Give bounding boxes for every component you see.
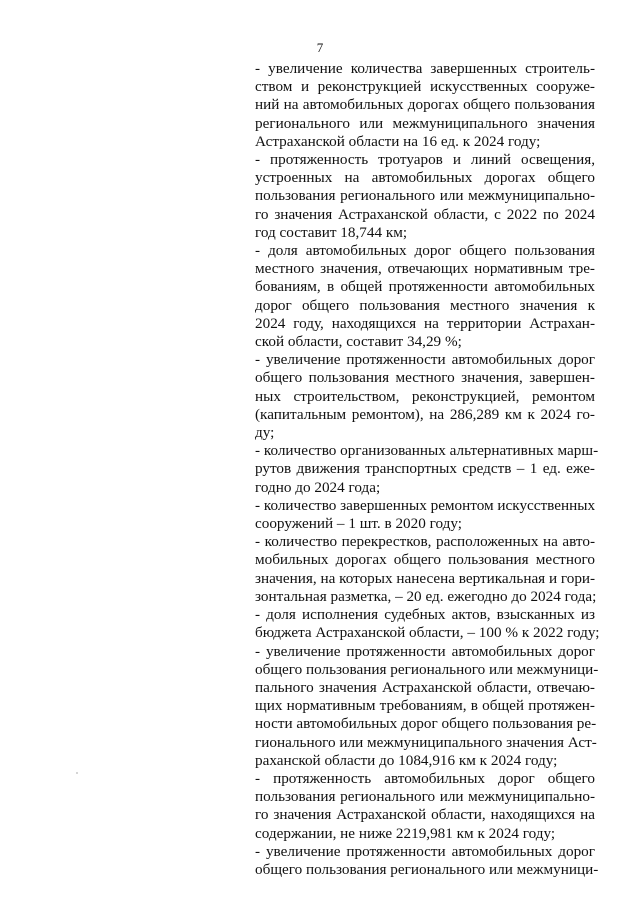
text-line: общего пользования местного значения, завершен- [255, 369, 595, 387]
text-line: го значения Астраханской области, находящихся на [255, 806, 595, 824]
text-line: - увеличение протяженности автомобильных дорог [255, 642, 595, 660]
text-line: зонтальная разметка, – 20 ед. ежегодно до 2024 года; [255, 587, 597, 605]
text-line: - количество завершенных ремонтом искусственных [255, 496, 596, 514]
list-item [255, 533, 595, 606]
text-line: регионального или межмуниципального значения [255, 114, 595, 132]
list-item [255, 151, 595, 242]
text-line: щих нормативным требованиям, в общей протяжен- [255, 697, 595, 715]
text-line: пального значения Астраханской области, отвечаю- [255, 678, 595, 696]
text-line: - протяженность тротуаров и линий освещения, [255, 151, 595, 169]
text-line: ний на автомобильных дорогах общего пользования [255, 96, 595, 114]
text-line: - количество перекрестков, расположенных на авто- [255, 533, 595, 551]
list-item [255, 351, 595, 442]
text-line: го значения Астраханской области, с 2022 по 2024 [255, 205, 595, 223]
document-body [255, 60, 600, 879]
text-line: - доля исполнения судебных актов, взысканных из [255, 606, 595, 624]
text-line: (капитальным ремонтом), на 286,289 км к 2024 го- [255, 405, 595, 423]
text-line: год составит 18,744 км; [255, 223, 408, 241]
text-line: мобильных дорогах общего пользования местного [255, 551, 595, 569]
text-line: - увеличение протяженности автомобильных дорог [255, 842, 595, 860]
text-line: - протяженность автомобильных дорог общего [255, 769, 595, 787]
text-line: ду; [255, 424, 275, 442]
text-line: Астраханской области на 16 ед. к 2024 году; [255, 132, 541, 150]
text-line: содержании, не ниже 2219,981 км к 2024 году; [255, 824, 556, 842]
text-line: годно до 2024 года; [255, 478, 381, 496]
text-line: - доля автомобильных дорог общего пользования [255, 242, 595, 260]
page-number: 7 [316, 40, 324, 55]
text-line: ской области, составит 34,29 %; [255, 333, 462, 351]
text-line: гионального или межмуниципального значения Аст- [255, 733, 597, 751]
list-item [255, 770, 595, 843]
text-line: пользования регионального или межмуниципально- [255, 187, 595, 205]
text-line: бованиям, в общей протяженности автомобильных [255, 278, 595, 296]
text-line: - увеличение протяженности автомобильных дорог [255, 351, 595, 369]
text-line: - увеличение количества завершенных строитель- [255, 60, 595, 77]
scan-speck [76, 772, 78, 774]
text-line: бюджета Астраханской области, – 100 % к 2022 году; [255, 624, 600, 642]
list-item [255, 642, 599, 770]
list-item [255, 442, 599, 497]
text-line: сооружений – 1 шт. в 2020 году; [255, 515, 462, 533]
list-item [255, 606, 600, 642]
text-line: пользования регионального или межмуниципально- [255, 788, 595, 806]
text-line: местного значения, отвечающих нормативным тре- [255, 260, 595, 278]
list-item [255, 242, 595, 351]
text-line: 2024 году, находящихся на территории Астрахан- [255, 314, 595, 332]
text-line: дорог общего пользования местного значения к [255, 296, 595, 314]
text-line: - количество организованных альтернативных марш- [255, 442, 599, 460]
text-line: ности автомобильных дорог общего пользования ре- [255, 715, 597, 733]
text-line: ством и реконструкцией искусственных сооруже- [255, 78, 595, 96]
text-line: рутов движения транспортных средств – 1 ед. еже- [255, 460, 595, 478]
text-line: значения, на которых нанесена вертикальная и гори- [255, 569, 596, 587]
list-item [255, 842, 599, 879]
text-line: устроенных на автомобильных дорогах общего [255, 169, 595, 187]
list-item [255, 60, 595, 151]
list-item [255, 497, 595, 533]
text-line: общего пользования регионального или межмуници- [255, 660, 599, 678]
text-line: ных строительством, реконструкцией, ремонтом [255, 387, 595, 405]
text-line: раханской области до 1084,916 км к 2024 году; [255, 751, 558, 769]
text-line: общего пользования регионального или межмуници- [255, 860, 599, 878]
